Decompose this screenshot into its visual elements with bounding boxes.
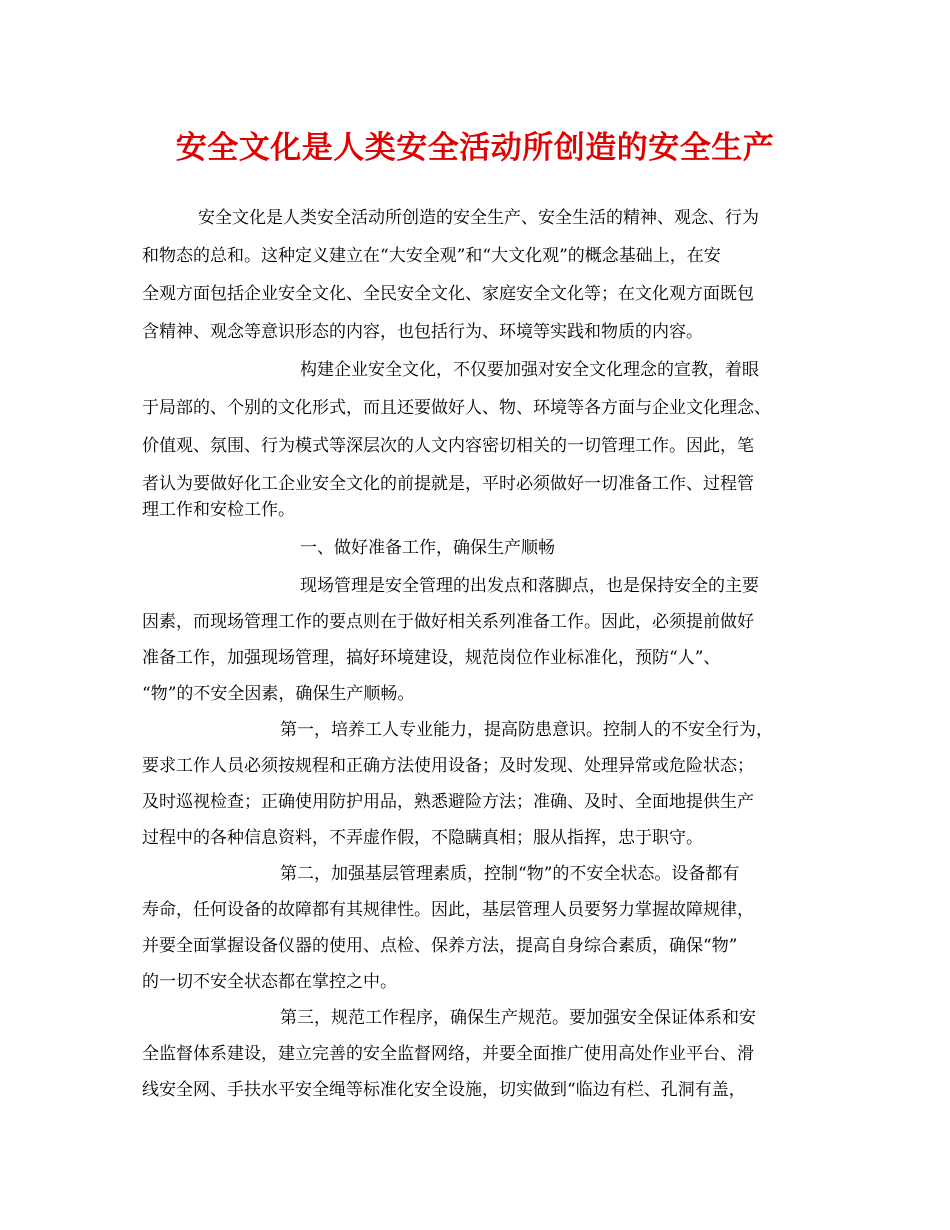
text-line: 和物态的总和。这种定义建立在“大安全观”和“大文化观”的概念基础上，在安	[142, 246, 721, 266]
text-line: 价值观、氛围、行为模式等深层次的人文内容密切相关的一切管理工作。因此，笔	[142, 436, 754, 456]
text-line: 的一切不安全状态都在掌控之中。	[142, 972, 397, 992]
text-line: 于局部的、个别的文化形式，而且还要做好人、物、环境等各方面与企业文化理念、	[142, 398, 771, 418]
text-line: 理工作和安检工作。	[142, 500, 295, 520]
section-heading: 一、做好准备工作，确保生产顺畅	[300, 538, 555, 558]
text-line: “物”的不安全因素，确保生产顺畅。	[142, 684, 415, 704]
text-line: 要求工作人员必须按规程和正确方法使用设备；及时发现、处理异常或危险状态；	[142, 756, 754, 776]
text-line: 者认为要做好化工企业安全文化的前提就是，平时必须做好一切准备工作、过程管	[142, 474, 754, 494]
text-line: 第三，规范工作程序，确保生产规范。要加强安全保证体系和安	[280, 1008, 756, 1028]
text-line: 准备工作，加强现场管理，搞好环境建设，规范岗位作业标准化，预防“人”、	[142, 648, 721, 668]
text-line: 线安全网、手扶水平安全绳等标准化安全设施，切实做到“临边有栏、孔洞有盖，	[142, 1080, 746, 1100]
text-line: 第一，培养工人专业能力，提高防患意识。控制人的不安全行为，	[280, 720, 773, 740]
text-line: 全监督体系建设，建立完善的安全监督网络，并要全面推广使用高处作业平台、滑	[142, 1044, 754, 1064]
document-title: 安全文化是人类安全活动所创造的安全生产	[175, 130, 775, 166]
text-line: 并要全面掌握设备仪器的使用、点检、保养方法，提高自身综合素质，确保“物”	[142, 936, 738, 956]
text-line: 构建企业安全文化，不仅要加强对安全文化理念的宣教，着眼	[300, 360, 759, 380]
text-line: 全观方面包括企业安全文化、全民安全文化、家庭安全文化等；在文化观方面既包	[142, 284, 754, 304]
text-line: 含精神、观念等意识形态的内容，也包括行为、环境等实践和物质的内容。	[142, 322, 703, 342]
text-line: 寿命，任何设备的故障都有其规律性。因此，基层管理人员要努力掌握故障规律，	[142, 900, 754, 920]
text-line: 现场管理是安全管理的出发点和落脚点，也是保持安全的主要	[300, 576, 759, 596]
text-line: 第二，加强基层管理素质，控制“物”的不安全状态。设备都有	[280, 864, 740, 884]
text-line: 安全文化是人类安全活动所创造的安全生产、安全生活的精神、观念、行为	[198, 208, 759, 228]
text-line: 过程中的各种信息资料，不弄虚作假，不隐瞒真相；服从指挥，忠于职守。	[142, 828, 703, 848]
text-line: 及时巡视检查；正确使用防护用品，熟悉避险方法；准确、及时、全面地提供生产	[142, 792, 754, 812]
text-line: 因素，而现场管理工作的要点则在于做好相关系列准备工作。因此，必须提前做好	[142, 612, 754, 632]
